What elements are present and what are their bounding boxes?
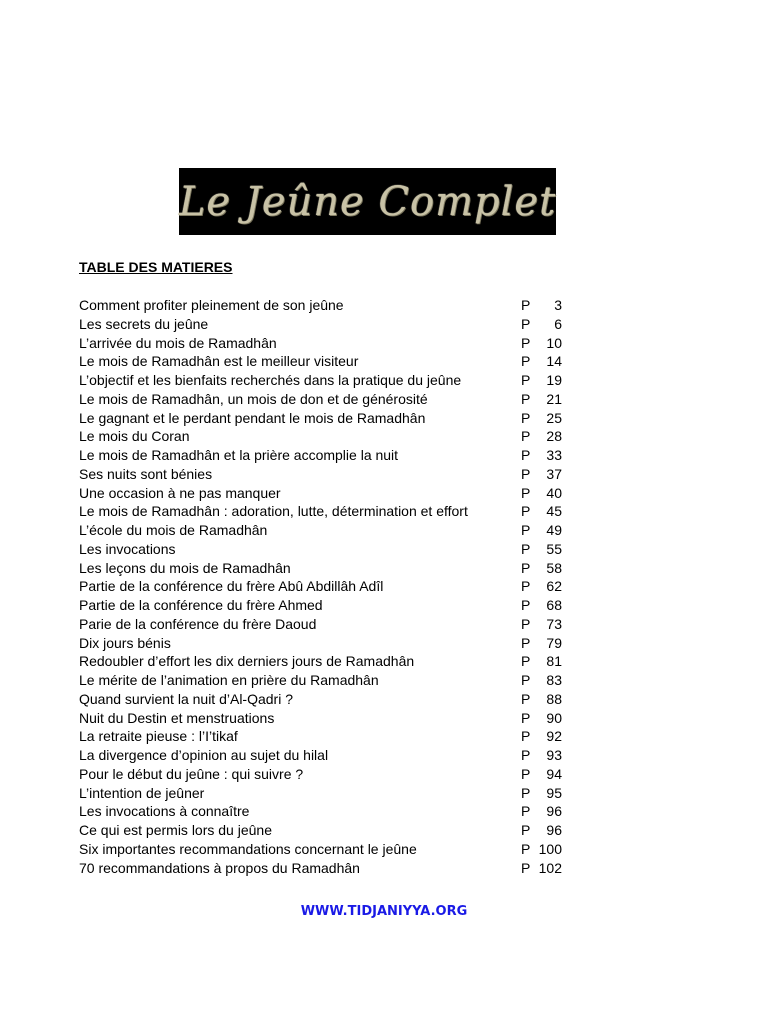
toc-entry-title: L’intention de jeûner <box>79 784 205 801</box>
toc-entry-page-number: 55 <box>546 540 562 557</box>
toc-entry-title: Le mois de Ramadhân, un mois de don et de générosité <box>79 390 428 407</box>
toc-entry-page-prefix: P <box>521 634 531 651</box>
toc-entry-page-prefix: P <box>521 840 531 857</box>
toc-entry-page-prefix: P <box>521 803 531 820</box>
toc-entry-page-prefix: P <box>521 522 531 538</box>
toc-entry[interactable] <box>79 315 562 334</box>
toc-entry-page-number: 37 <box>546 465 562 482</box>
toc-entry-title: Pour le début du jeûne : qui suivre ? <box>79 765 304 782</box>
toc-entry-page-number: 21 <box>546 390 562 407</box>
toc-entry-page-prefix: P <box>521 428 531 445</box>
toc-entry-page-prefix: P <box>521 297 531 313</box>
toc-entry-page-number: 25 <box>546 409 562 426</box>
toc-entry[interactable] <box>79 296 562 315</box>
toc-list <box>79 296 562 877</box>
toc-entry[interactable] <box>79 746 562 765</box>
toc-entry[interactable] <box>79 859 562 878</box>
toc-entry-page-number: 6 <box>554 315 562 332</box>
toc-entry-page-prefix: P <box>521 372 531 388</box>
toc-entry-page-number: 49 <box>546 522 562 538</box>
toc-entry-page-number: 62 <box>546 578 562 595</box>
toc-entry-page-number: 81 <box>546 653 562 670</box>
toc-entry-title: Comment profiter pleinement de son jeûne <box>79 297 344 313</box>
toc-entry-page-number: 79 <box>546 634 562 651</box>
toc-entry-page-number: 28 <box>546 428 562 445</box>
toc-entry-page-prefix: P <box>521 390 531 407</box>
toc-entry-title: Nuit du Destin et menstruations <box>79 709 275 726</box>
toc-entry-title: La divergence d’opinion au sujet du hilal <box>79 747 329 763</box>
toc-entry[interactable] <box>79 840 562 859</box>
toc-entry-title: Redoubler d’effort les dix derniers jours de Ramadhân <box>79 653 415 670</box>
toc-entry[interactable] <box>79 371 562 390</box>
toc-entry[interactable] <box>79 502 562 521</box>
toc-entry-page-number: 92 <box>546 728 562 745</box>
toc-entry[interactable] <box>79 690 562 709</box>
toc-entry[interactable] <box>79 427 562 446</box>
title-banner <box>179 168 556 235</box>
toc-entry-page-prefix: P <box>521 765 531 782</box>
toc-entry-page-prefix: P <box>521 465 531 482</box>
toc-entry-title: Le mérite de l’animation en prière du Ramadhân <box>79 672 379 688</box>
toc-entry-page-prefix: P <box>521 353 531 370</box>
toc-entry-page-number: 95 <box>546 784 562 801</box>
toc-entry-page-prefix: P <box>521 578 531 595</box>
toc-entry[interactable] <box>79 821 562 840</box>
toc-entry[interactable] <box>79 577 562 596</box>
toc-entry-page-number: 33 <box>546 447 562 463</box>
toc-entry[interactable] <box>79 446 562 465</box>
toc-entry-page-prefix: P <box>521 672 531 688</box>
toc-entry-page-prefix: P <box>521 409 531 426</box>
toc-entry-title: La retraite pieuse : l’I’tikaf <box>79 728 238 745</box>
toc-entry[interactable] <box>79 540 562 559</box>
toc-entry-page-number: 102 <box>538 859 562 876</box>
toc-entry[interactable] <box>79 559 562 578</box>
toc-entry-title: L’école du mois de Ramadhân <box>79 522 268 538</box>
toc-entry-page-number: 90 <box>546 709 562 726</box>
toc-entry[interactable] <box>79 334 562 353</box>
toc-entry[interactable] <box>79 634 562 653</box>
toc-entry[interactable] <box>79 652 562 671</box>
toc-entry-title: Partie de la conférence du frère Abû Abdillâh Adîl <box>79 578 384 595</box>
toc-entry-title: Le gagnant et le perdant pendant le mois de Ramadhân <box>79 409 426 426</box>
toc-entry-title: 70 recommandations à propos du Ramadhân <box>79 859 360 876</box>
toc-entry-page-prefix: P <box>521 559 531 576</box>
toc-entry-page-number: 100 <box>538 840 562 857</box>
toc-heading: TABLE DES MATIERES <box>79 259 233 275</box>
toc-entry-page-prefix: P <box>521 597 531 613</box>
toc-entry-title: Dix jours bénis <box>79 634 171 651</box>
toc-entry[interactable] <box>79 596 562 615</box>
toc-entry-title: L’objectif et les bienfaits recherchés dans la pratique du jeûne <box>79 372 462 388</box>
toc-entry-page-number: 19 <box>546 372 562 388</box>
toc-entry-page-prefix: P <box>521 615 531 632</box>
toc-entry-page-number: 93 <box>546 747 562 763</box>
toc-entry-page-prefix: P <box>521 690 531 707</box>
footer-link[interactable]: WWW.TIDJANIYYA.ORG <box>300 904 468 919</box>
toc-entry[interactable] <box>79 802 562 821</box>
toc-entry-page-number: 3 <box>554 297 562 313</box>
toc-entry-title: Le mois de Ramadhân est le meilleur visiteur <box>79 353 359 370</box>
toc-entry[interactable] <box>79 390 562 409</box>
toc-entry-page-prefix: P <box>521 728 531 745</box>
toc-entry-title: Parie de la conférence du frère Daoud <box>79 615 317 632</box>
toc-entry-page-number: 94 <box>546 765 562 782</box>
toc-entry-title: Le mois de Ramadhân et la prière accomplie la nuit <box>79 447 399 463</box>
toc-entry-page-prefix: P <box>521 822 531 838</box>
toc-entry[interactable] <box>79 409 562 428</box>
toc-entry-title: Les invocations <box>79 540 176 557</box>
toc-entry-page-number: 58 <box>546 559 562 576</box>
toc-entry[interactable] <box>79 765 562 784</box>
toc-entry-page-number: 96 <box>546 822 562 838</box>
toc-entry-page-number: 96 <box>546 803 562 820</box>
toc-entry-page-prefix: P <box>521 859 531 876</box>
toc-entry-title: Ses nuits sont bénies <box>79 465 213 482</box>
toc-entry-page-prefix: P <box>521 503 531 520</box>
toc-entry-page-number: 14 <box>546 353 562 370</box>
toc-entry-page-number: 45 <box>546 503 562 520</box>
toc-entry[interactable] <box>79 727 562 746</box>
toc-entry-title: Quand survient la nuit d’Al-Qadri ? <box>79 690 293 707</box>
toc-entry-page-prefix: P <box>521 315 531 332</box>
toc-entry-page-number: 73 <box>546 615 562 632</box>
toc-entry[interactable] <box>79 709 562 728</box>
toc-entry[interactable] <box>79 465 562 484</box>
toc-entry-page-number: 83 <box>546 672 562 688</box>
toc-entry-page-number: 10 <box>546 334 562 351</box>
toc-entry-title: Le mois du Coran <box>79 428 190 445</box>
toc-entry[interactable] <box>79 352 562 371</box>
toc-entry-page-prefix: P <box>521 747 531 763</box>
toc-entry-page-prefix: P <box>521 709 531 726</box>
toc-entry-title: Les leçons du mois de Ramadhân <box>79 559 291 576</box>
toc-entry-title: Les invocations à connaître <box>79 803 250 820</box>
toc-entry-page-number: 40 <box>546 484 562 501</box>
toc-entry-page-prefix: P <box>521 540 531 557</box>
toc-entry-page-number: 88 <box>546 690 562 707</box>
toc-entry-page-prefix: P <box>521 484 531 501</box>
toc-entry[interactable] <box>79 671 562 690</box>
toc-entry-page-prefix: P <box>521 447 531 463</box>
toc-entry-title: Les secrets du jeûne <box>79 315 209 332</box>
toc-entry[interactable] <box>79 784 562 803</box>
toc-entry-title: Ce qui est permis lors du jeûne <box>79 822 272 838</box>
toc-entry[interactable] <box>79 521 562 540</box>
banner-title: Le Jeûne Complet <box>178 178 557 225</box>
toc-entry-page-prefix: P <box>521 784 531 801</box>
toc-entry[interactable] <box>79 615 562 634</box>
toc-entry-title: Une occasion à ne pas manquer <box>79 484 281 501</box>
toc-entry-page-prefix: P <box>521 334 531 351</box>
toc-entry-title: Partie de la conférence du frère Ahmed <box>79 597 323 613</box>
toc-entry-page-prefix: P <box>521 653 531 670</box>
toc-entry-title: L’arrivée du mois de Ramadhân <box>79 334 277 351</box>
toc-entry-title: Le mois de Ramadhân : adoration, lutte, détermination et effort <box>79 503 468 520</box>
toc-entry[interactable] <box>79 484 562 503</box>
toc-entry-page-number: 68 <box>546 597 562 613</box>
toc-entry-title: Six importantes recommandations concernant le jeûne <box>79 840 417 857</box>
